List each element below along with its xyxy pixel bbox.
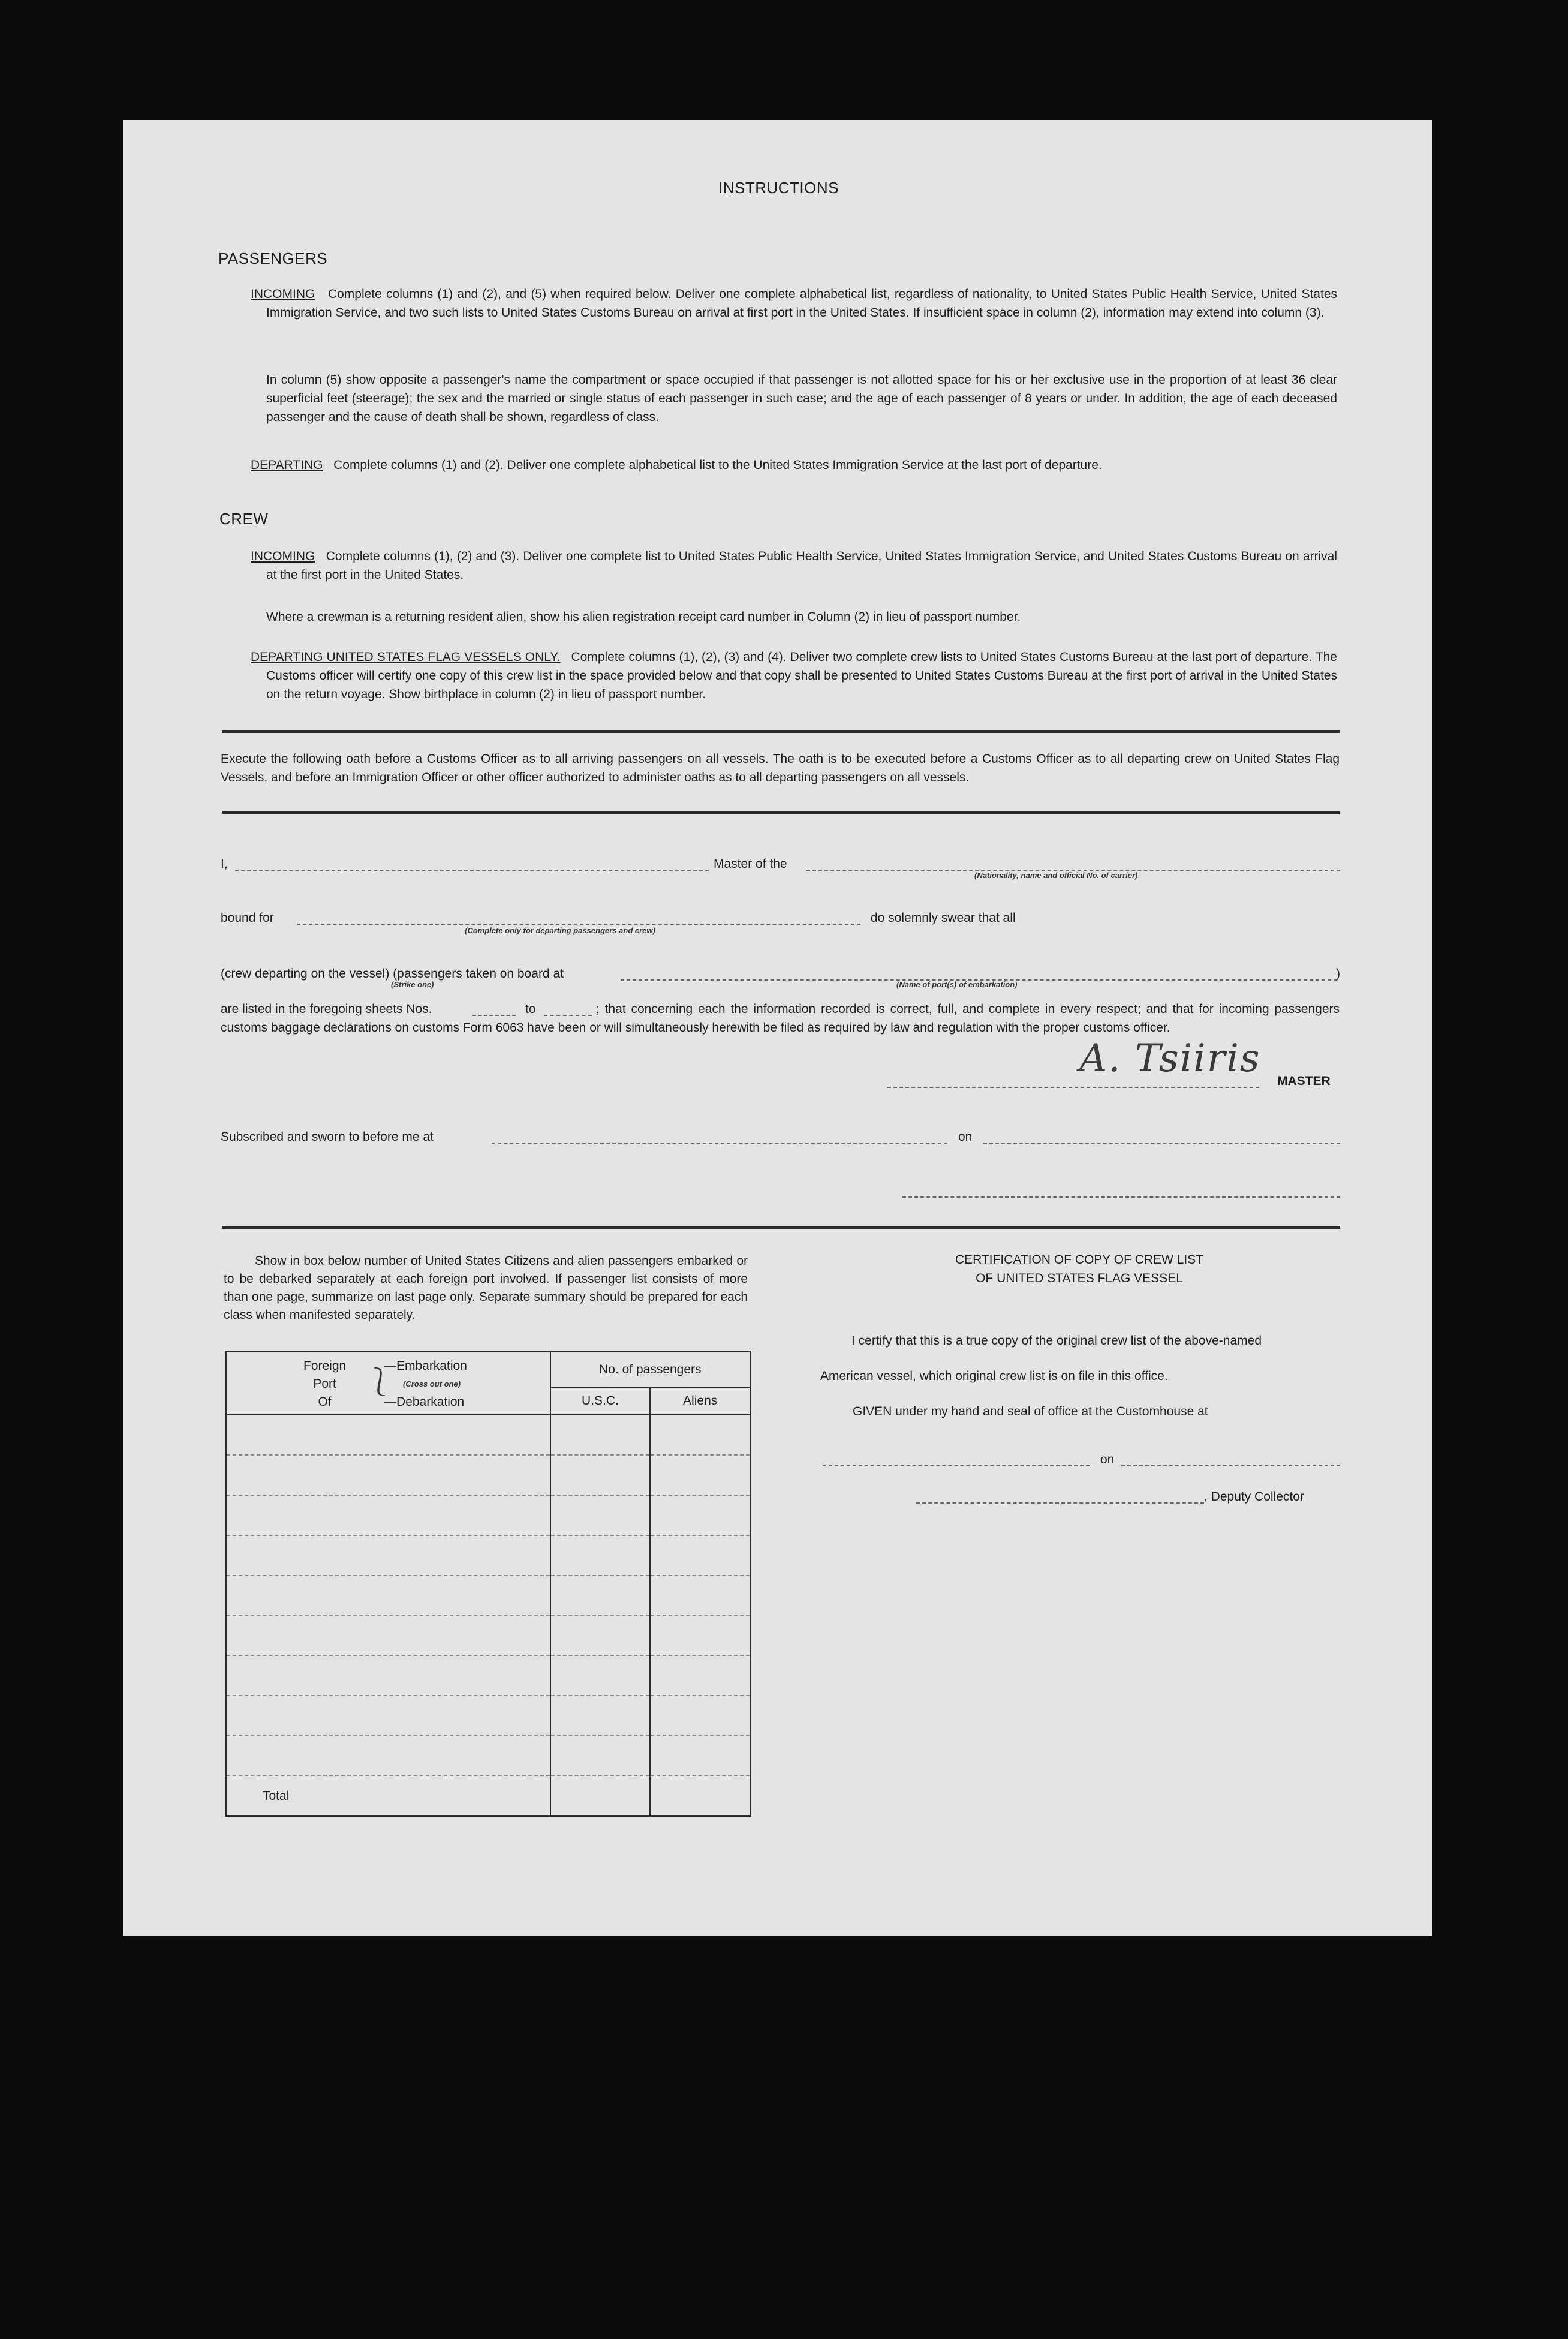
oath-i-label: I, (221, 857, 228, 871)
crew-departing-paragraph (251, 648, 1337, 703)
sheets-to-label: to (525, 1002, 536, 1016)
table-row (226, 1655, 751, 1695)
customhouse-field[interactable] (823, 1465, 1090, 1466)
embarkation-label[interactable]: —Embarkation (384, 1359, 467, 1373)
passengers-incoming-paragraph (251, 285, 1337, 322)
port-cell[interactable] (226, 1695, 550, 1736)
crew-departing-section (251, 648, 1337, 703)
crew-departing-label: DEPARTING UNITED STATES FLAG VESSELS ONLY. (251, 650, 561, 664)
strike-note: (Strike one) (391, 980, 434, 989)
section-divider (222, 1226, 1340, 1229)
table-row (226, 1616, 751, 1656)
crew-resident-text: Where a crewman is a returning resident alien, show his alien registration receipt card number in Column (2) in lieu of passport number. (266, 610, 1021, 624)
port-cell[interactable] (226, 1576, 550, 1616)
table-row (226, 1695, 751, 1736)
table-row (226, 1455, 751, 1495)
table-row (226, 1736, 751, 1776)
crew-incoming-text: Complete columns (1), (2) and (3). Deliver one complete list to United States Public Health Service, United States Immigration Service, and United States Customs Bureau on arrival at the first port in the United States. (266, 549, 1337, 582)
master-signature: A. Tsiiris (1079, 1036, 1261, 1081)
aliens-cell[interactable] (650, 1616, 750, 1656)
aliens-cell[interactable] (650, 1415, 750, 1455)
crew-departing-oath-label: (crew departing on the vessel) (passengers taken on board at (221, 967, 564, 981)
port-cell[interactable] (226, 1415, 550, 1455)
sheets-statement (221, 1000, 1340, 1037)
subscribed-label: Subscribed and sworn to before me at (221, 1130, 434, 1144)
total-row (226, 1776, 751, 1817)
no-passengers-header: No. of passengers (550, 1352, 751, 1388)
deputy-collector-label: , Deputy Collector (1204, 1490, 1304, 1504)
table-header-row (226, 1352, 751, 1388)
foreign-port-header (226, 1352, 550, 1415)
officer-signature-line[interactable] (902, 1196, 1340, 1198)
total-label: Total (263, 1788, 290, 1803)
sheets-rest-text: ; that concerning each the information recorded is correct, full, and complete in every respect; and that for incoming passengers customs baggage declarations on customs Form 6063 have been or will simultaneously herewith be filed as required by law and regulation with the proper customs officer. (221, 1002, 1340, 1035)
summary-instructions-text: Show in box below number of United States Citizens and alien passengers embarked or to be debarked separately at each foreign port involved. If passenger list consists of more than one page, summarize on last page only. Separate summary should be prepared for each class when manifested separately. (224, 1254, 748, 1322)
port-cell[interactable] (226, 1616, 550, 1656)
usc-cell[interactable] (550, 1455, 651, 1495)
section-divider (222, 730, 1340, 733)
port-label: Port (313, 1377, 336, 1391)
sworn-date-field[interactable] (983, 1143, 1340, 1144)
passengers-departing-section (251, 456, 1337, 474)
table-row (226, 1576, 751, 1616)
crew-incoming-section (251, 547, 1337, 584)
sworn-place-field[interactable] (492, 1143, 947, 1144)
certification-date-field[interactable] (1121, 1465, 1340, 1466)
passengers-incoming-section (251, 285, 1337, 322)
passengers-column5-section (266, 371, 1337, 426)
master-name-field[interactable] (235, 870, 709, 871)
port-cell[interactable] (226, 1655, 550, 1695)
usc-header: U.S.C. (550, 1387, 651, 1415)
usc-cell[interactable] (550, 1695, 651, 1736)
master-label: MASTER (1277, 1074, 1331, 1088)
usc-cell[interactable] (550, 1535, 651, 1576)
aliens-cell[interactable] (650, 1576, 750, 1616)
passengers-departing-paragraph (251, 456, 1337, 474)
certification-on-label: on (1100, 1453, 1115, 1466)
certify-line-2: American vessel, which original crew list is on file in this office. (820, 1369, 1168, 1383)
crew-departing-text: Complete columns (1), (2), (3) and (4). Deliver two complete crew lists to United States Customs Bureau at the last port of departure. The Customs officer will certify one copy of this crew list in the space provided below and that copy shall be presented to United States Customs Bureau at the first port of arrival in the United States on the return voyage. Show birthplace in column (2) in lieu of passport number. (266, 650, 1337, 701)
crew-heading: CREW (219, 510, 269, 528)
bound-for-label: bound for (221, 911, 274, 925)
swear-label: do solemnly swear that all (871, 911, 1016, 925)
usc-cell[interactable] (550, 1576, 651, 1616)
passengers-incoming-label: INCOMING (251, 287, 315, 301)
usc-cell[interactable] (550, 1616, 651, 1656)
bound-for-field[interactable] (297, 924, 860, 925)
of-label: Of (318, 1395, 332, 1409)
aliens-total-cell[interactable] (650, 1776, 750, 1817)
passengers-column5-text: In column (5) show opposite a passenger's name the compartment or space occupied if that passenger is not allotted space for his or her exclusive use in the proportion of at least 36 clear superficial feet (steerage); the sex and the married or single status of each passenger in such case; and the age of each passenger of 8 years or under. In addition, the age of each deceased passenger and the cause of death shall be shown, regardless of class. (266, 373, 1337, 424)
oath-instructions-section (221, 750, 1340, 787)
aliens-cell[interactable] (650, 1736, 750, 1776)
aliens-cell[interactable] (650, 1535, 750, 1576)
brace-icon: ⎱ (366, 1366, 393, 1397)
passengers-departing-label: DEPARTING (251, 458, 323, 472)
certify-line-1: I certify that this is a true copy of the original crew list of the above-named (851, 1334, 1262, 1348)
certification-title-2: OF UNITED STATES FLAG VESSEL (976, 1271, 1183, 1285)
crew-incoming-paragraph (251, 547, 1337, 584)
usc-cell[interactable] (550, 1495, 651, 1535)
carrier-note: (Nationality, name and official No. of carrier) (974, 871, 1138, 880)
table-row (226, 1415, 751, 1455)
usc-total-cell[interactable] (550, 1776, 651, 1817)
table-row (226, 1535, 751, 1576)
passengers-departing-text: Complete columns (1) and (2). Deliver one complete alphabetical list to the United States Immigration Service at the last port of departure. (333, 458, 1102, 472)
close-paren: ) (1336, 967, 1340, 981)
passengers-incoming-text: Complete columns (1) and (2), and (5) when required below. Deliver one complete alphabetical list, regardless of nationality, to United States Public Health Service, United States Immigration Service, and two such lists to United States Customs Bureau on arrival at first port in the United States. If insufficient space in column (2), information may extend into column (3). (266, 287, 1337, 320)
port-cell[interactable] (226, 1535, 550, 1576)
bound-for-note: (Complete only for departing passengers and crew) (465, 926, 655, 935)
port-cell[interactable] (226, 1495, 550, 1535)
given-text: GIVEN under my hand and seal of office at the Customhouse at (853, 1405, 1208, 1418)
table-row (226, 1495, 751, 1535)
passenger-summary-table (225, 1351, 751, 1817)
crew-incoming-label: INCOMING (251, 549, 315, 563)
debarkation-label[interactable]: —Debarkation (384, 1395, 465, 1409)
aliens-header: Aliens (650, 1387, 750, 1415)
passengers-heading: PASSENGERS (218, 249, 328, 267)
section-divider (222, 811, 1340, 814)
port-cell[interactable] (226, 1736, 550, 1776)
deputy-collector-signature-line[interactable] (916, 1502, 1204, 1504)
usc-cell[interactable] (550, 1736, 651, 1776)
sheets-label: are listed in the foregoing sheets Nos. (221, 1002, 432, 1016)
summary-instructions-section (224, 1252, 748, 1324)
foreign-label: Foreign (303, 1359, 347, 1373)
master-signature-line[interactable] (887, 1087, 1259, 1088)
aliens-cell[interactable] (650, 1455, 750, 1495)
oath-instructions-text: Execute the following oath before a Customs Officer as to all arriving passengers on all vessels. The oath is to be executed before a Customs Officer as to all departing crew on United States Flag Vessels, and before an Immigration Officer or other officer authorized to administer oaths as to all departing passengers on all vessels. (221, 752, 1340, 784)
certification-title-1: CERTIFICATION OF COPY OF CREW LIST (955, 1253, 1204, 1267)
aliens-cell[interactable] (650, 1655, 750, 1695)
sworn-on-label: on (958, 1130, 973, 1144)
usc-cell[interactable] (550, 1415, 651, 1455)
crew-resident-section (266, 608, 1337, 626)
ports-note: (Name of port(s) of embarkation) (896, 980, 1018, 989)
aliens-cell[interactable] (650, 1495, 750, 1535)
aliens-cell[interactable] (650, 1695, 750, 1736)
port-cell[interactable] (226, 1455, 550, 1495)
master-of-label: Master of the (714, 857, 787, 871)
usc-cell[interactable] (550, 1655, 651, 1695)
instructions-title: INSTRUCTIONS (718, 179, 839, 197)
cross-out-note: (Cross out one) (403, 1379, 461, 1388)
